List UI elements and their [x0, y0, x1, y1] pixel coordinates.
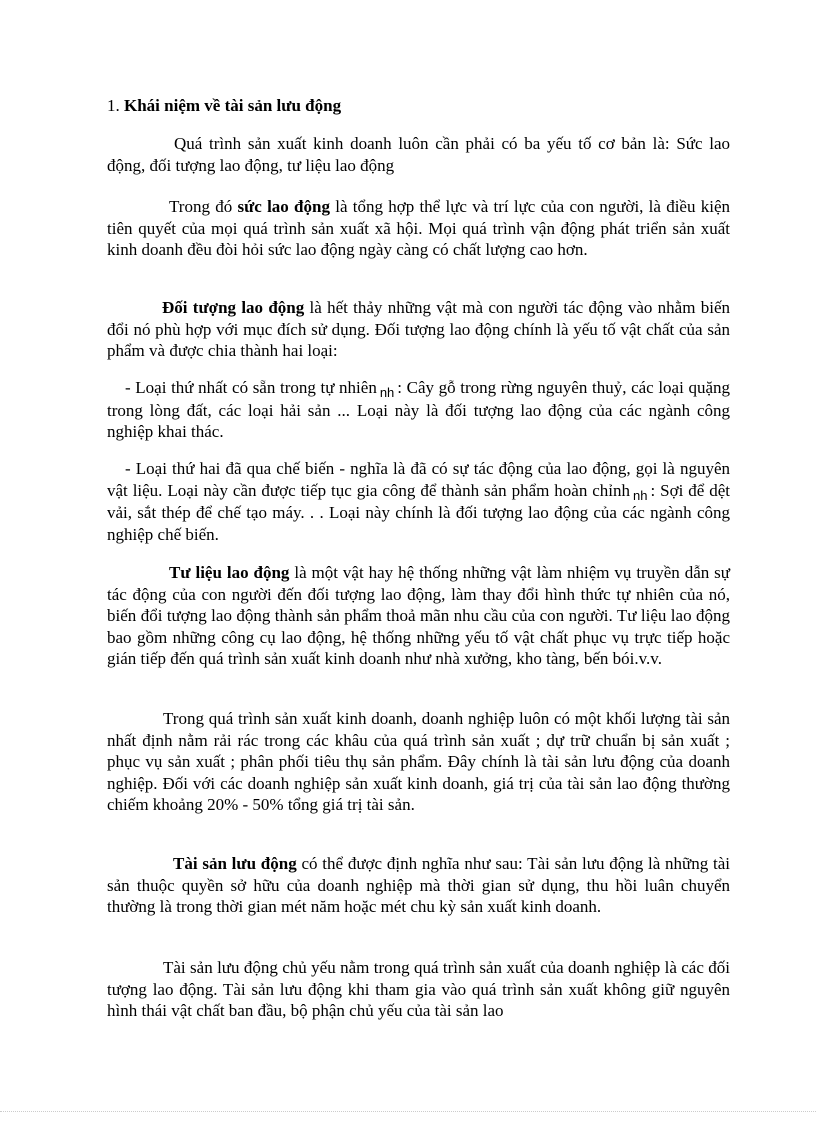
term-tu-lieu-lao-dong: Tư liệu lao động	[169, 563, 290, 582]
paragraph-1-text: Quá trình sản xuất kinh doanh luôn cần phải có ba yếu tố cơ bản là: Sức lao động, đối tượng lao động, tư liệu lao động	[107, 134, 730, 175]
paragraph-5	[107, 708, 730, 816]
paragraph-2-text-b: là tổng hợp thể lực và trí lực của con người, là điều kiện tiên quyết của mọi quá trình sản xuất xã hội. Mọi quá trình vận động phát triển sản xuất kinh doanh đều đòi hỏi sức lao động ngày càng có chất lượng cao hơn.	[107, 197, 730, 259]
paragraph-4	[107, 562, 730, 670]
paragraph-5-text: Trong quá trình sản xuất kinh doanh, doanh nghiệp luôn có một khối lượng tài sản nhất định nằm rải rác trong các khâu của quá trình sản xuất ; dự trữ chuẩn bị sản xuất ; phục vụ sản xuất ; phân phối tiêu thụ sản phẩm. Đây chính là tài sản lưu động của doanh nghiệp. Đối với các doanh nghiệp sản xuất kinh doanh, giá trị của tài sản lao động thường chiếm khoảng 20% - 50% tổng giá trị tài sản.	[107, 709, 730, 814]
paragraph-3-text: là hết thảy những vật mà con người tác động vào nhằm biến đổi nó phù hợp với mục đích sử dụng. Đối tượng lao động chính là yếu tố vật chất của sản phẩm và được chia thành hai loại:	[107, 298, 730, 360]
bullet-1-text-a: - Loại thứ nhất có sẵn trong tự nhiên	[125, 378, 377, 397]
bullet-1-sub: nh	[379, 385, 395, 400]
section-heading	[107, 96, 341, 116]
bullet-1-text-b: : Cây gỗ trong rừng nguyên thuỷ, các loại quặng trong lòng đất, các loại hải sản ... Loại này là đối tượng lao động của các ngành công nghiệp khai thác.	[107, 378, 730, 441]
bullet-2	[107, 458, 730, 545]
paragraph-4-text: là một vật hay hệ thống những vật làm nhiệm vụ truyền dẫn sự tác động của con người đến đối tượng lao động, làm thay đổi hình thức tự nhiên của nó, biến đổi tượng lao động thành sản phẩm thoả mãn nhu cầu của con người. Tư liệu lao động bao gồm những công cụ lao động, hệ thống những yếu tố vật chất phục vụ trực tiếp hoặc gián tiếp đến quá trình sản xuất kinh doanh như nhà xưởng, kho tàng, bến bói.v.v.	[107, 563, 730, 668]
section-title: Khái niệm về tài sản lưu động	[124, 96, 342, 115]
paragraph-6	[107, 853, 730, 918]
paragraph-2	[107, 196, 730, 261]
paragraph-1	[107, 133, 730, 176]
paragraph-7-text: Tài sản lưu động chủ yếu nằm trong quá trình sản xuất của doanh nghiệp là các đối tượng lao động. Tài sản lưu động khi tham gia vào quá trình sản xuất không giữ nguyên hình thái vật chất ban đầu, bộ phận chủ yếu của tài sản lao	[107, 958, 730, 1020]
paragraph-6-text: có thể được định nghĩa như sau: Tài sản lưu động là những tài sản thuộc quyền sở hữu của doanh nghiệp mà thời gian sử dụng, thu hồi luân chuyển thường là trong thời gian mét năm hoặc mét chu kỳ sản xuất kinh doanh.	[107, 854, 730, 916]
term-suc-lao-dong: sức lao động	[237, 197, 330, 216]
bullet-2-text-b: : Sợi để dệt vải, sắt thép để chế tạo máy. . . Loại này chính là đối tượng lao động của các ngành công nghiệp chế biến.	[107, 480, 730, 544]
section-number: 1.	[107, 96, 120, 115]
paragraph-3	[107, 297, 730, 362]
bullet-2-text-a: - Loại thứ hai đã qua chế biến - nghĩa là đã có sự tác động của lao động, gọi là nguyên vật liệu. Loại này cần được tiếp tục gia công để thành sản phẩm hoàn chỉnh	[107, 459, 730, 500]
paragraph-2-text-a: Trong đó	[169, 197, 238, 216]
page-bottom-divider	[0, 1111, 816, 1112]
term-tai-san-luu-dong: Tài sản lưu động	[173, 854, 297, 873]
paragraph-7	[107, 957, 730, 1022]
bullet-2-sub: nh	[633, 487, 648, 503]
bullet-1	[107, 377, 730, 443]
term-doi-tuong-lao-dong: Đối tượng lao động	[162, 298, 305, 317]
